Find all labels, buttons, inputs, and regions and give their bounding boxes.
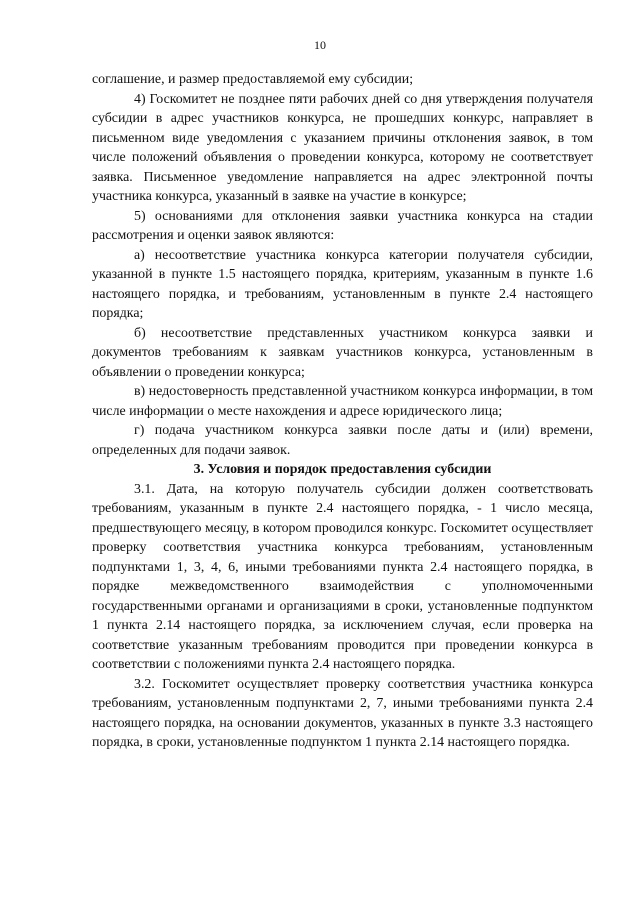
paragraph: в) недостоверность представленной участником конкурса информации, в том числе информации о месте нахождения и адресе юридического лица; xyxy=(92,384,593,419)
paragraph: 4) Госкомитет не позднее пяти рабочих дней со дня утверждения получателя субсидии в адрес участников конкурса, не прошедших конкурс, направляет в письменном виде уведомления с указанием причины отклонения заявок, в том числе положений объявления о проведении конкурса, которому не соответствует заявка. Письменное уведомление направляется на адрес электронной почты участника конкурса, указанный в заявке на участие в конкурсе; xyxy=(92,91,593,204)
paragraph: соглашение, и размер предоставляемой ему субсидии; xyxy=(92,72,414,87)
document-body xyxy=(92,70,593,753)
paragraph: б) несоответствие представленных участником конкурса заявки и документов требованиям к заявкам участников конкурса, установленным в объявлении о проведении конкурса; xyxy=(92,325,593,380)
paragraph: 3.1. Дата, на которую получатель субсидии должен соответствовать требованиям, указанным в пункте 2.4 настоящего порядка, - 1 число месяца, предшествующего месяцу, в котором проводился конкурс. Госкомитет осуществляет проверку соответствия участника конкурса требованиям, установленным подпунктами 1, 3, 4, 6, иными требованиями пункта 2.4 настоящего порядка, в порядке межведомственного взаимодействия с уполномоченными государственными органами и организациями в сроки, установленные подпунктом 1 пункта 2.14 настоящего порядка, за исключением случая, если проверка на соответствие указанным требованиям проводится при проведении конкурса в соответствии с положениями пункта 2.4 настоящего порядка. xyxy=(92,481,593,672)
page-number: 10 xyxy=(314,38,326,52)
paragraph: 3.2. Госкомитет осуществляет проверку соответствия участника конкурса требованиям, установленным подпунктами 2, 7, иными требованиями пункта 2.4 настоящего порядка, на основании документов, указанных в пункте 3.3 настоящего порядка, в сроки, установленные подпунктом 1 пункта 2.14 настоящего порядка. xyxy=(92,676,593,750)
paragraph: г) подача участником конкурса заявки после даты и (или) времени, определенных для подачи заявок. xyxy=(92,423,593,458)
paragraph: а) несоответствие участника конкурса категории получателя субсидии, указанной в пункте 1.5 настоящего порядка, критериям, указанным в пункте 1.6 настоящего порядка, и требованиям, установленным в пункте 2.4 настоящего порядка; xyxy=(92,247,593,321)
paragraph: 5) основаниями для отклонения заявки участника конкурса на стадии рассмотрения и оценки заявок являются: xyxy=(92,208,593,243)
section-heading: 3. Условия и порядок предоставления субсидии xyxy=(193,462,492,477)
